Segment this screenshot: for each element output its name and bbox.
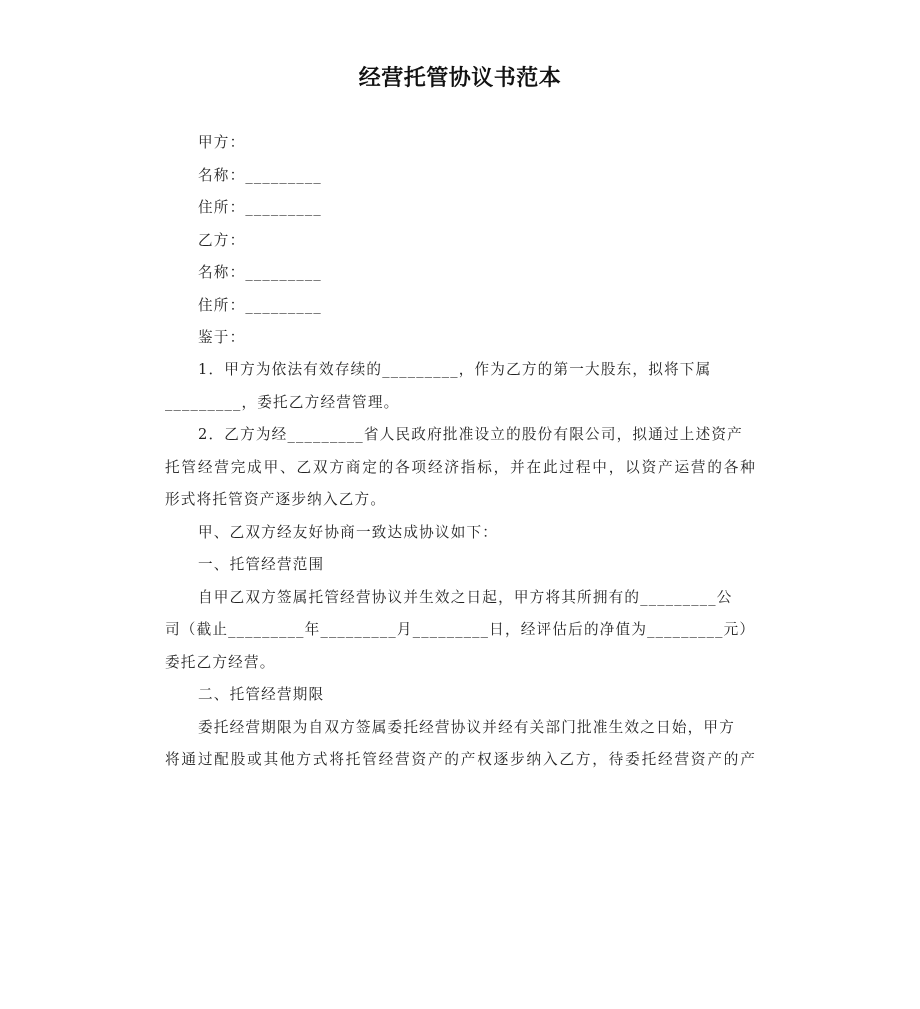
party-b-name-field: 名称：_________ <box>198 264 322 281</box>
section-1-line-3: 委托乙方经营。 <box>165 654 276 671</box>
section-2-heading: 二、托管经营期限 <box>198 686 325 703</box>
section-2-line-1: 委托经营期限为自双方签属委托经营协议并经有关部门批准生效之日始，甲方 <box>198 719 735 736</box>
party-b-address-field: 住所：_________ <box>198 297 322 314</box>
agreement-intro: 甲、乙双方经友好协商一致达成协议如下： <box>198 524 499 541</box>
party-a-name-field: 名称：_________ <box>198 167 322 184</box>
party-a-heading: 甲方： <box>198 134 246 151</box>
section-1-line-1: 自甲乙双方签属托管经营协议并生效之日起，甲方将其所拥有的_________公 <box>198 589 733 606</box>
recital-2-line-1: 2．乙方为经_________省人民政府批准设立的股份有限公司，拟通过上述资产 <box>198 426 743 443</box>
whereas-heading: 鉴于： <box>198 329 246 346</box>
party-a-address-field: 住所：_________ <box>198 199 322 216</box>
recital-2-line-2: 托管经营完成甲、乙双方商定的各项经济指标，并在此过程中，以资产运营的各种 <box>165 459 756 476</box>
section-2-line-2: 将通过配股或其他方式将托管经营资产的产权逐步纳入乙方，待委托经营资产的产 <box>165 751 756 768</box>
recital-1-line-1: 1．甲方为依法有效存续的_________，作为乙方的第一大股东，拟将下属 <box>198 361 712 378</box>
section-1-line-2: 司（截止_________年_________月_________日，经评估后的净值为_________元） <box>165 621 756 638</box>
recital-2-line-3: 形式将托管资产逐步纳入乙方。 <box>165 491 387 508</box>
document-title: 经营托管协议书范本 <box>358 66 562 91</box>
section-1-heading: 一、托管经营范围 <box>198 556 325 573</box>
recital-1-line-2: _________，委托乙方经营管理。 <box>165 394 400 411</box>
party-b-heading: 乙方： <box>198 232 246 249</box>
